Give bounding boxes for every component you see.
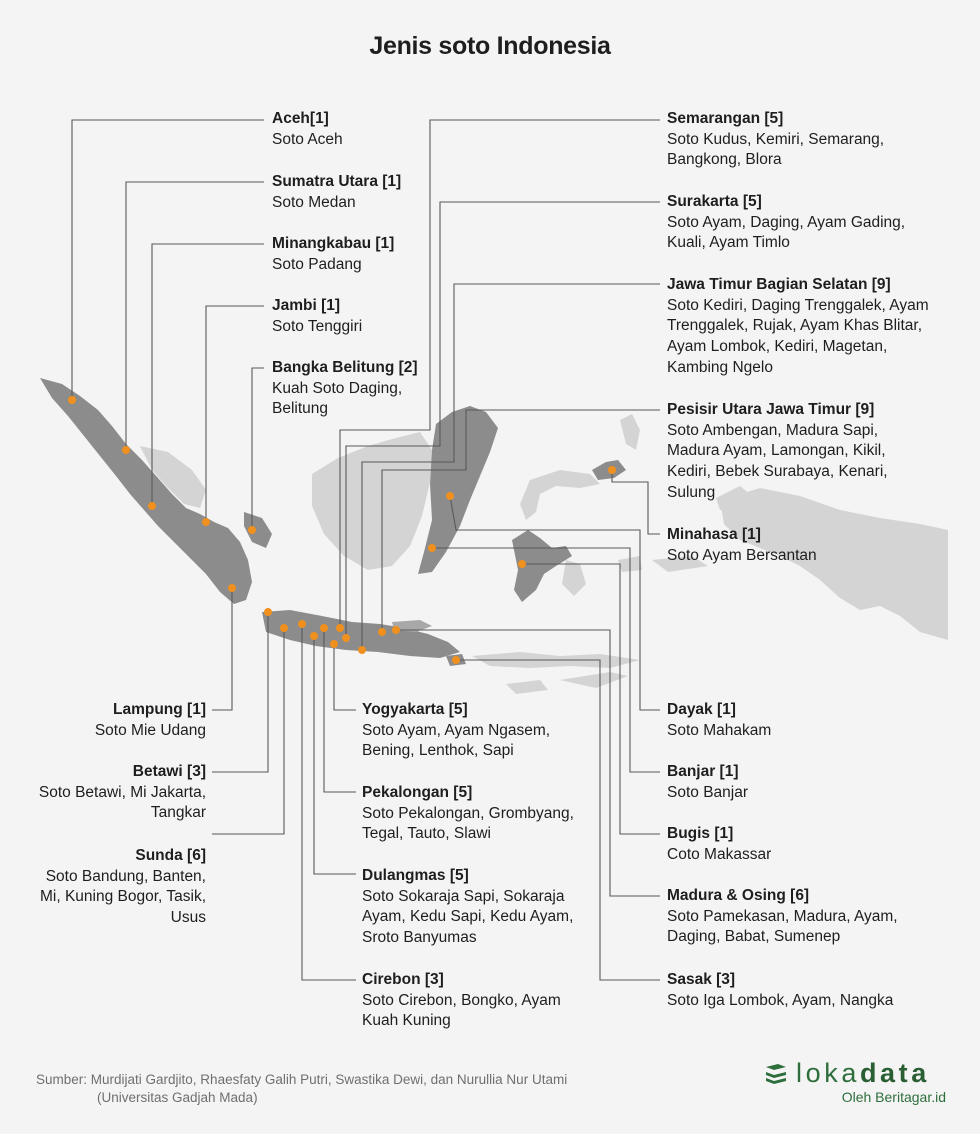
label-sumatra-utara: Sumatra Utara [1] Soto Medan [272, 173, 402, 211]
label-sunda: Sunda [6] Soto Bandung, Banten, Mi, Kuning Bogor, Tasik, Usus [40, 847, 206, 927]
marker-sumatra-utara [122, 446, 130, 454]
label-banjar: Banjar [1] Soto Banjar [667, 763, 748, 801]
map-title: Jenis soto Indonesia [369, 32, 611, 60]
leader-line-cirebon [302, 624, 356, 980]
marker-madura-osing [392, 626, 400, 634]
label-yogyakarta: Yogyakarta [5] Soto Ayam, Ayam Ngasem, Bening, Lenthok, Sapi [362, 701, 551, 760]
label-aceh: Aceh[1] Soto Aceh [272, 110, 343, 148]
marker-sunda [280, 624, 288, 632]
label-dayak: Dayak [1] Soto Mahakam [667, 701, 772, 739]
label-madura-osing: Madura & Osing [6] Soto Pamekasan, Madura, Ayam, Daging, Babat, Sumenep [667, 887, 898, 946]
label-minahasa: Minahasa [1] Soto Ayam Bersantan [667, 526, 817, 564]
label-pekalongan: Pekalongan [5] Soto Pekalongan, Grombyang, Tegal, Tauto, Slawi [362, 784, 574, 843]
label-bangka-belitung: Bangka Belitung [2] Kuah Soto Daging, Belitung [272, 359, 418, 418]
marker-bugis [518, 560, 526, 568]
island-borneo-west [312, 432, 432, 570]
brand-lockup [764, 1058, 954, 1105]
source-line-1: Sumber: Murdijati Gardjito, Rhaesfaty Galih Putri, Swastika Dewi, dan Nurullia Nur Utami [36, 1072, 568, 1087]
marker-cirebon [298, 620, 306, 628]
marker-dayak [446, 492, 454, 500]
island-sulawesi-north [520, 470, 600, 520]
leader-line-sumatra-utara [126, 182, 264, 450]
leader-line-sunda [212, 628, 284, 834]
island-timor [560, 672, 628, 688]
label-surakarta: Surakarta [5] Soto Ayam, Daging, Ayam Gading, Kuali, Ayam Timlo [667, 193, 906, 252]
source-line-2: (Universitas Gadjah Mada) [97, 1090, 258, 1105]
marker-betawi [264, 608, 272, 616]
leader-line-jambi [206, 306, 264, 522]
marker-bangka [248, 526, 256, 534]
marker-dulangmas [310, 632, 318, 640]
label-dulangmas: Dulangmas [5] Soto Sokaraja Sapi, Sokaraja Ayam, Kedu Sapi, Kedu Ayam, Sroto Banyumas [362, 867, 574, 947]
brand-logo [764, 1058, 954, 1089]
book-stack-icon [764, 1063, 788, 1085]
island-halmahera [620, 414, 640, 450]
island-sumba [506, 680, 548, 694]
marker-banjar [428, 544, 436, 552]
label-minangkabau: Minangkabau [1] Soto Padang [272, 235, 395, 273]
label-jawa-timur-selatan: Jawa Timur Bagian Selatan [9] Soto Kediri, Daging Trenggalek, Ayam Trenggalek, Rujak, Ayam Khas Blitar, Ayam Lombok, Kediri, Magetan, Kambing Ngelo [667, 276, 929, 376]
source-note [36, 1071, 567, 1107]
marker-minahasa [608, 466, 616, 474]
marker-sasak [452, 656, 460, 664]
label-pesisir-utara: Pesisir Utara Jawa Timur [9] Soto Ambengan, Madura Sapi, Madura Ayam, Lamongan, Kikil, Kediri, Bebek Surabaya, Kenari, Sulung [667, 401, 888, 501]
marker-jawa-timur-selatan [358, 646, 366, 654]
leader-line-dayak [450, 496, 660, 710]
label-sasak: Sasak [3] Soto Iga Lombok, Ayam, Nangka [667, 971, 894, 1009]
marker-pesisir-utara [378, 628, 386, 636]
label-bugis: Bugis [1] Coto Makassar [667, 825, 772, 863]
label-semarangan: Semarangan [5] Soto Kudus, Kemiri, Semarang, Bangkong, Blora [667, 110, 885, 169]
leader-line-aceh [72, 120, 264, 400]
island-sumatra [40, 378, 252, 604]
marker-surakarta [342, 634, 350, 642]
marker-aceh [68, 396, 76, 404]
leader-line-lampung [212, 588, 232, 710]
leader-line-bangka [252, 368, 264, 530]
label-cirebon: Cirebon [3] Soto Cirebon, Bongko, Ayam Kuah Kuning [362, 971, 561, 1030]
leader-line-minahasa [612, 470, 660, 534]
marker-yogyakarta [330, 640, 338, 648]
leader-line-betawi [212, 612, 268, 772]
brand-byline: Oleh Beritagar.id [841, 1089, 946, 1105]
marker-lampung [228, 584, 236, 592]
marker-jambi [202, 518, 210, 526]
label-lampung: Lampung [1] Soto Mie Udang [94, 701, 206, 739]
brand-wordmark: lokadata [796, 1058, 930, 1088]
marker-semarangan [336, 624, 344, 632]
marker-pekalongan [320, 624, 328, 632]
leader-line-yogyakarta [334, 644, 356, 710]
marker-minangkabau [148, 502, 156, 510]
label-betawi: Betawi [3] Soto Betawi, Mi Jakarta, Tangkar [38, 763, 206, 822]
leader-line-dulangmas [314, 636, 356, 874]
label-jambi: Jambi [1] Soto Tenggiri [272, 297, 363, 335]
leader-line-madura-osing [398, 630, 660, 896]
island-sulawesi-southeast [562, 560, 586, 596]
